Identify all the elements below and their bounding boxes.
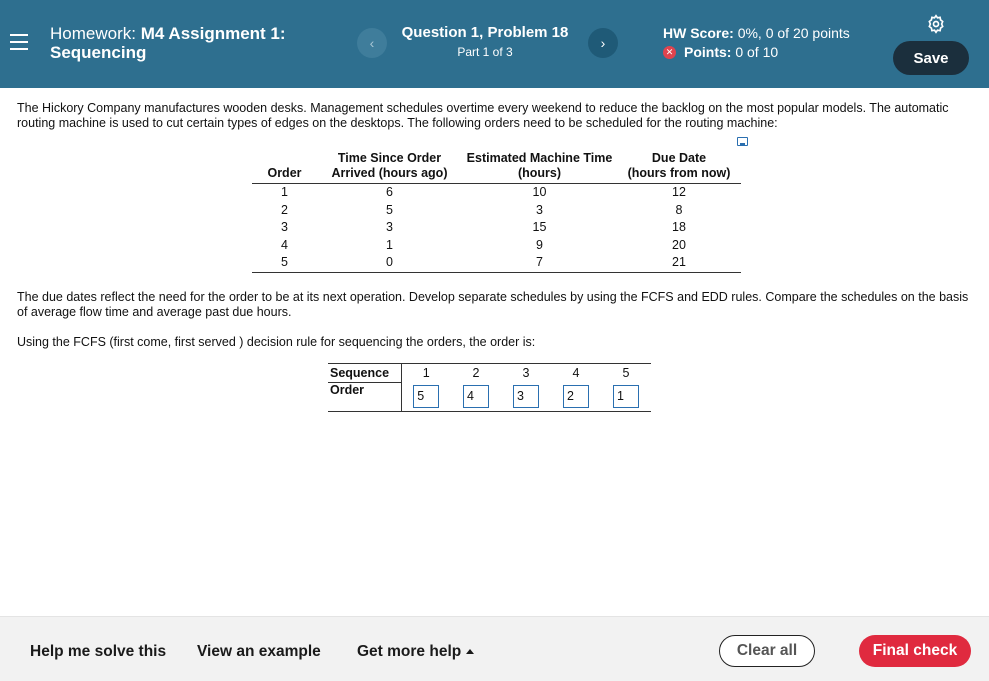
table-row bbox=[252, 219, 741, 237]
problem-paragraph-2: The due dates reflect the need for the order to be at its next operation. Develop separate schedules by using the FCFS and EDD rules. Compare the schedules on the basis of average flow time and average past due hours. bbox=[17, 290, 969, 319]
answer-input-3[interactable]: 3 bbox=[513, 385, 539, 408]
col-due-date bbox=[617, 150, 741, 184]
cell-due: 21 bbox=[617, 254, 741, 272]
cell-since: 0 bbox=[317, 254, 462, 272]
get-more-help-button[interactable] bbox=[357, 643, 474, 661]
col-machine-line2: (hours) bbox=[517, 166, 562, 180]
col-due-line1: Due Date bbox=[651, 151, 707, 165]
order-label: Order bbox=[328, 383, 401, 412]
cell-order: 5 bbox=[252, 254, 317, 272]
help-me-solve-button[interactable]: Help me solve this bbox=[30, 643, 167, 660]
table-row bbox=[252, 202, 741, 220]
question-title: Question 1, Problem 18 bbox=[401, 24, 569, 41]
cell-machine: 9 bbox=[536, 237, 543, 252]
caret-up-icon bbox=[466, 649, 474, 654]
cell-since: 6 bbox=[386, 185, 393, 199]
points-status bbox=[663, 44, 778, 60]
cell-machine: 7 bbox=[462, 254, 617, 272]
sequence-answer-row bbox=[328, 383, 651, 412]
cell-order: 1 bbox=[281, 185, 288, 199]
homework-label: Homework: bbox=[50, 24, 136, 43]
cell-order: 3 bbox=[281, 220, 288, 234]
col-time-since bbox=[317, 150, 462, 184]
sequence-table bbox=[328, 363, 651, 412]
assignment-header bbox=[0, 0, 989, 88]
answer-cell bbox=[401, 383, 451, 412]
answer-input-5[interactable]: 1 bbox=[613, 385, 639, 408]
cell-since: 5 bbox=[386, 202, 393, 217]
sequence-label: Sequence bbox=[328, 364, 401, 383]
sequence-position: 3 bbox=[501, 364, 551, 383]
incorrect-x-icon: ✕ bbox=[663, 46, 676, 59]
table-row bbox=[252, 254, 741, 272]
chevron-right-icon: › bbox=[600, 35, 606, 51]
cell-since: 3 bbox=[386, 220, 393, 234]
cell-due: 18 bbox=[672, 220, 686, 234]
hw-score-value: 0%, 0 of 20 points bbox=[737, 25, 850, 41]
answer-input-1[interactable]: 5 bbox=[413, 385, 439, 408]
answer-input-4[interactable]: 2 bbox=[563, 385, 589, 408]
chevron-left-icon: ‹ bbox=[369, 35, 375, 51]
sequence-position: 2 bbox=[451, 364, 501, 383]
save-button[interactable]: Save bbox=[893, 41, 969, 75]
answer-cell bbox=[601, 383, 651, 412]
cell-since: 1 bbox=[386, 237, 393, 252]
get-more-help-label: Get more help bbox=[357, 643, 462, 660]
answer-input-2[interactable]: 4 bbox=[463, 385, 489, 408]
sequence-position: 4 bbox=[551, 364, 601, 383]
sequence-position: 1 bbox=[401, 364, 451, 383]
previous-question-button[interactable] bbox=[357, 28, 387, 58]
homework-name-line2: Sequencing bbox=[50, 43, 147, 62]
problem-question: Using the FCFS (first come, first served ) decision rule for sequencing the orders, the order is: bbox=[17, 335, 536, 349]
cell-order: 4 bbox=[281, 237, 288, 252]
footer-toolbar bbox=[0, 616, 989, 681]
col-order: Order bbox=[252, 150, 317, 184]
points-value: 0 of 10 bbox=[735, 44, 779, 60]
menu-icon[interactable] bbox=[10, 34, 28, 50]
col-due-line2: (hours from now) bbox=[627, 166, 731, 180]
cell-order: 2 bbox=[281, 202, 288, 217]
next-question-button[interactable] bbox=[588, 28, 618, 58]
clear-all-button[interactable]: Clear all bbox=[719, 635, 815, 667]
col-machine-time bbox=[462, 150, 617, 184]
cell-machine: 15 bbox=[532, 220, 547, 234]
cell-due: 20 bbox=[672, 237, 686, 252]
table-row bbox=[252, 184, 741, 202]
answer-cell bbox=[451, 383, 501, 412]
hw-score-label: HW Score: bbox=[663, 25, 734, 41]
col-time-since-line1: Time Since Order bbox=[337, 151, 442, 165]
homework-title bbox=[50, 24, 340, 62]
points-label: Points: bbox=[684, 44, 732, 60]
view-example-button[interactable]: View an example bbox=[197, 643, 321, 660]
col-machine-line1: Estimated Machine Time bbox=[466, 151, 613, 165]
problem-intro: The Hickory Company manufactures wooden desks. Management schedules overtime every weekend to reduce the backlog on the most popular models. The automatic routing machine is used to cut certain types of edges on the desktops. The following orders need to be scheduled for the routing machine: bbox=[17, 101, 949, 130]
gear-icon[interactable] bbox=[926, 14, 946, 34]
sequence-position: 5 bbox=[601, 364, 651, 383]
cell-due: 8 bbox=[675, 202, 683, 217]
homework-name-line1: M4 Assignment 1: bbox=[140, 24, 286, 43]
orders-header-row bbox=[252, 150, 741, 184]
expand-table-icon[interactable] bbox=[737, 137, 748, 146]
hw-score bbox=[663, 25, 850, 41]
sequence-header-row bbox=[328, 364, 651, 383]
answer-cell bbox=[551, 383, 601, 412]
answer-cell bbox=[501, 383, 551, 412]
cell-machine: 10 bbox=[532, 185, 547, 199]
final-check-button[interactable]: Final check bbox=[859, 635, 971, 667]
orders-table bbox=[252, 150, 741, 273]
col-time-since-line2: Arrived (hours ago) bbox=[331, 166, 448, 180]
question-part: Part 1 of 3 bbox=[457, 45, 513, 59]
table-row bbox=[252, 237, 741, 255]
cell-due: 12 bbox=[672, 185, 686, 199]
cell-machine: 3 bbox=[536, 202, 543, 217]
